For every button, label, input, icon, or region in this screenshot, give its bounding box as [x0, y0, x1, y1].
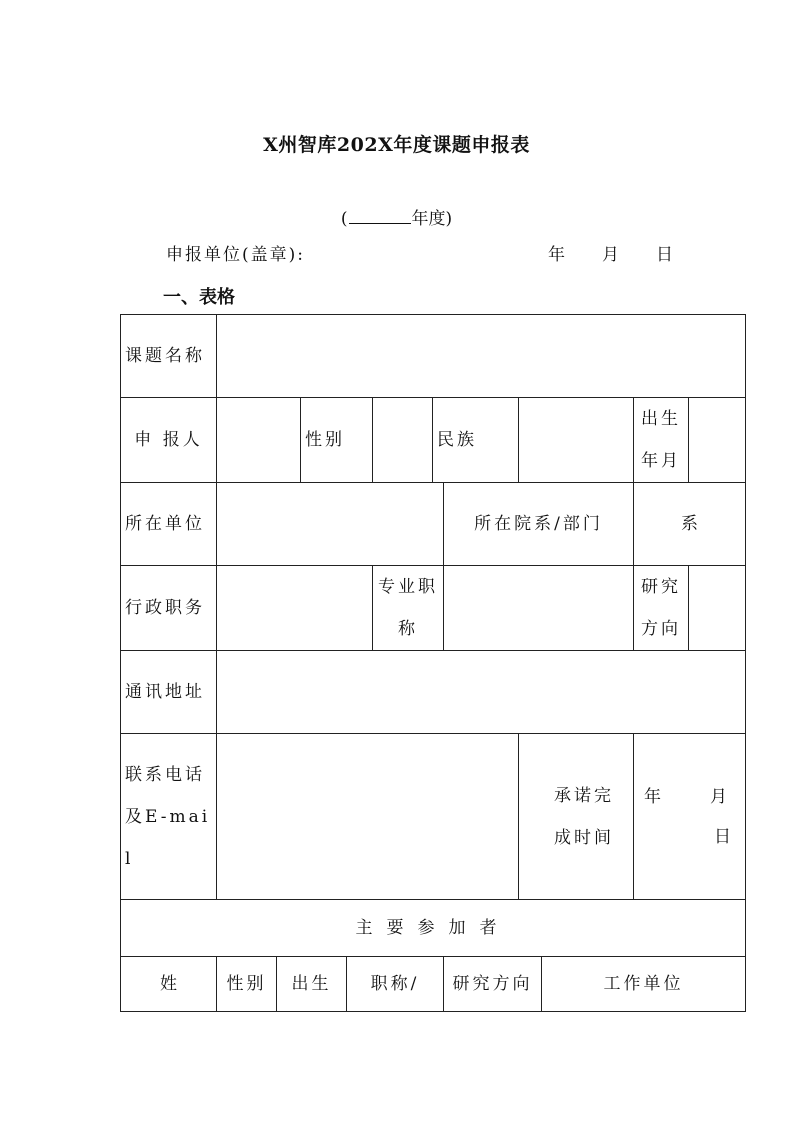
label-title-rank: 专业职称: [373, 566, 444, 651]
label-gender: 性别: [301, 398, 373, 483]
date-line: [548, 240, 673, 265]
field-topic-name[interactable]: [217, 315, 746, 398]
label-contact: 联系电话及E-mail: [121, 734, 217, 900]
label-address: 通讯地址: [121, 651, 217, 734]
application-form-table: [120, 314, 746, 1012]
label-topic-name: 课题名称: [121, 315, 217, 398]
row-topic-name: [121, 315, 746, 398]
commit-day: 日: [714, 826, 731, 847]
col-research: 研究方向: [444, 957, 542, 1012]
date-year: 年: [548, 245, 565, 265]
commit-year: 年: [644, 786, 661, 807]
label-research-direction: 研究方向: [634, 566, 689, 651]
year-line-suffix: 年度): [411, 209, 453, 229]
field-gender[interactable]: [373, 398, 433, 483]
field-birth[interactable]: [689, 398, 746, 483]
field-unit[interactable]: [217, 483, 444, 566]
row-participants-columns: [121, 957, 746, 1012]
field-contact[interactable]: [217, 734, 519, 900]
label-department: 所在院系/部门: [444, 483, 634, 566]
year-blank-field[interactable]: [349, 208, 411, 224]
label-unit: 所在单位: [121, 483, 217, 566]
row-applicant: [121, 398, 746, 483]
year-line-open: (: [340, 209, 348, 229]
field-research-direction[interactable]: [689, 566, 746, 651]
field-title-rank[interactable]: [444, 566, 634, 651]
field-admin-post[interactable]: [217, 566, 373, 651]
applicant-unit-label: 申报单位(盖章):: [166, 245, 305, 265]
commit-month: 月: [710, 786, 727, 807]
col-birth: 出生: [277, 957, 347, 1012]
col-title: 职称/: [347, 957, 444, 1012]
date-day: 日: [656, 245, 673, 265]
label-commit-time: 承诺完成时间: [519, 734, 634, 900]
document-title: X州智库202X年度课题申报表: [263, 134, 530, 156]
row-admin: [121, 566, 746, 651]
field-commit-time[interactable]: [634, 734, 746, 900]
col-name: 姓: [121, 957, 217, 1012]
label-admin-post: 行政职务: [121, 566, 217, 651]
col-workplace: 工作单位: [542, 957, 746, 1012]
label-ethnicity: 民族: [433, 398, 519, 483]
label-applicant: 申 报人: [121, 398, 217, 483]
section-title: 一、表格: [163, 287, 235, 308]
row-unit: [121, 483, 746, 566]
field-applicant-name[interactable]: [217, 398, 301, 483]
row-participants-header: [121, 900, 746, 957]
year-line: [0, 204, 793, 229]
label-birth: 出生年月: [634, 398, 689, 483]
participants-header: 主要参加者: [121, 900, 746, 957]
field-ethnicity[interactable]: [519, 398, 634, 483]
row-contact: [121, 734, 746, 900]
commit-year-month: [638, 777, 741, 817]
date-month: 月: [602, 245, 619, 265]
col-gender: 性别: [217, 957, 277, 1012]
field-address[interactable]: [217, 651, 746, 734]
row-address: [121, 651, 746, 734]
field-department[interactable]: 系: [634, 483, 746, 566]
